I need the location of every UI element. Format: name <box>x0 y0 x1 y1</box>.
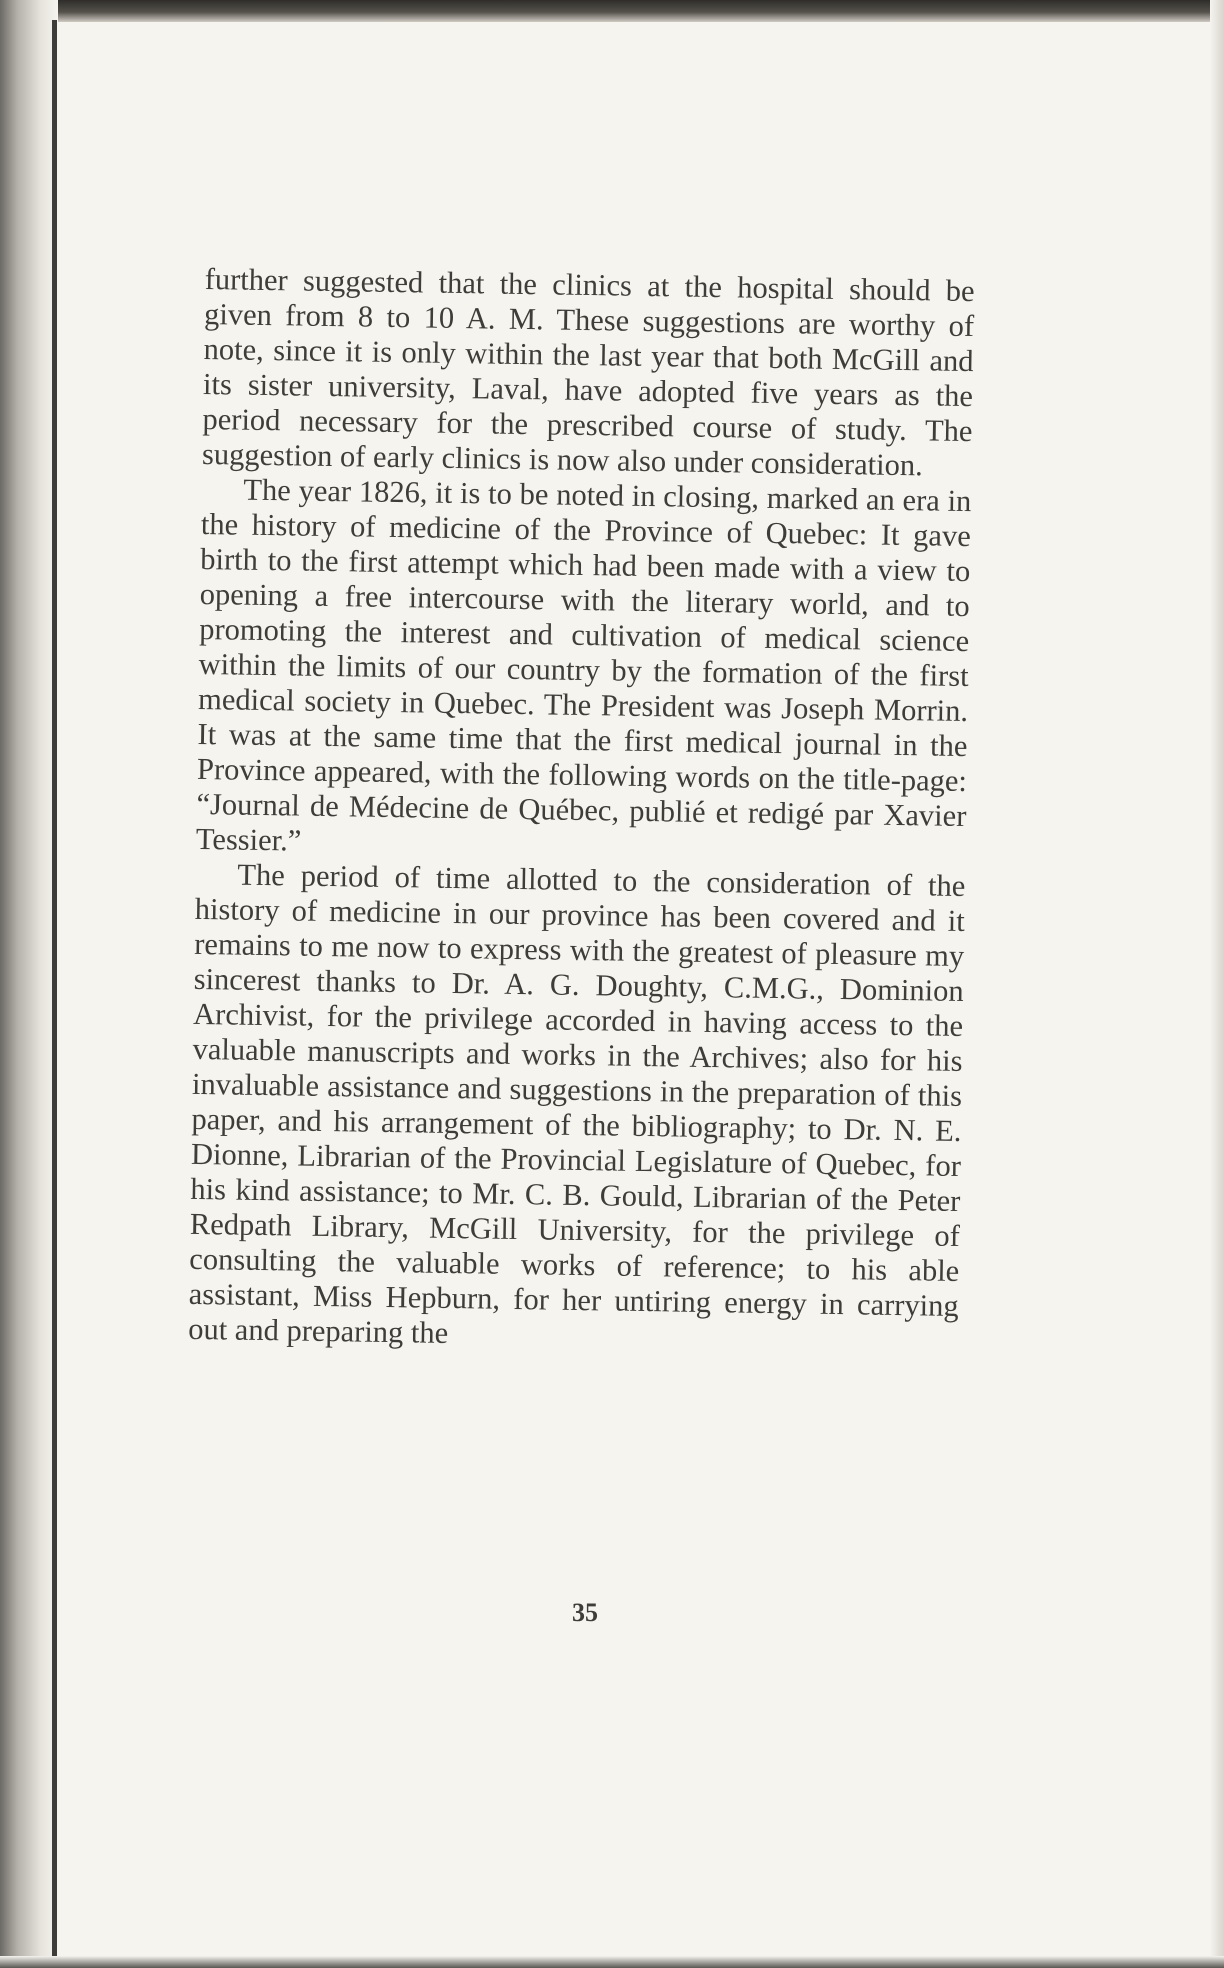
body-text <box>188 262 975 1359</box>
paragraph-3: The period of time allotted to the consideration of the history of medicine in our province has been covered and it remains to me now to express with the greatest of pleasure my sincerest thanks to Dr. A. G. Doughty, C.M.G., Dominion Archivist, for the privilege accorded in having access to the valuable manuscripts and works in the Archives; also for his invaluable assistance and suggestions in the preparation of this paper, and his arrangement of the bibliography; to Dr. N. E. Dionne, Librarian of the Provincial Legislature of Quebec, for his kind assistance; to Mr. C. B. Gould, Librarian of the Peter Redpath Library, McGill University, for the privilege of consulting the valuable works of reference; to his able assistant, Miss Hepburn, for her untiring energy in carrying out and preparing the <box>187 857 966 1350</box>
page-number: 35 <box>572 1598 598 1627</box>
paragraph-2: The year 1826, it is to be noted in closing, marked an era in the history of medicine of the Province of Quebec: It gave birth to the first attempt which had been made with a view to opening a free intercourse with the literary world, and to promoting the interest and cultivation of medical science within the limits of our country by the formation of the first medical society in Quebec. The President was Joseph Morrin. It was at the same time that the first medical journal in the Province appeared, with the following words on the title-page: “Journal de Médecine de Québec, publié et redigé par Xavier Tessier.” <box>195 472 972 858</box>
page-top-edge <box>0 0 1224 22</box>
paragraph-1: further suggested that the clinics at the hospital should be given from 8 to 10 A. M. These suggestions are worthy of note, since it is only within the last year that both McGill and its sister university, Laval, have adopted five years as the period necessary for the prescribed course of study. The suggestion of early clinics is now also under consideration. <box>201 262 975 483</box>
binding-shadow <box>0 0 58 1968</box>
binding-gutter <box>52 20 57 1968</box>
page-bottom-edge <box>0 1956 1224 1968</box>
page-right-edge <box>1210 0 1224 1968</box>
